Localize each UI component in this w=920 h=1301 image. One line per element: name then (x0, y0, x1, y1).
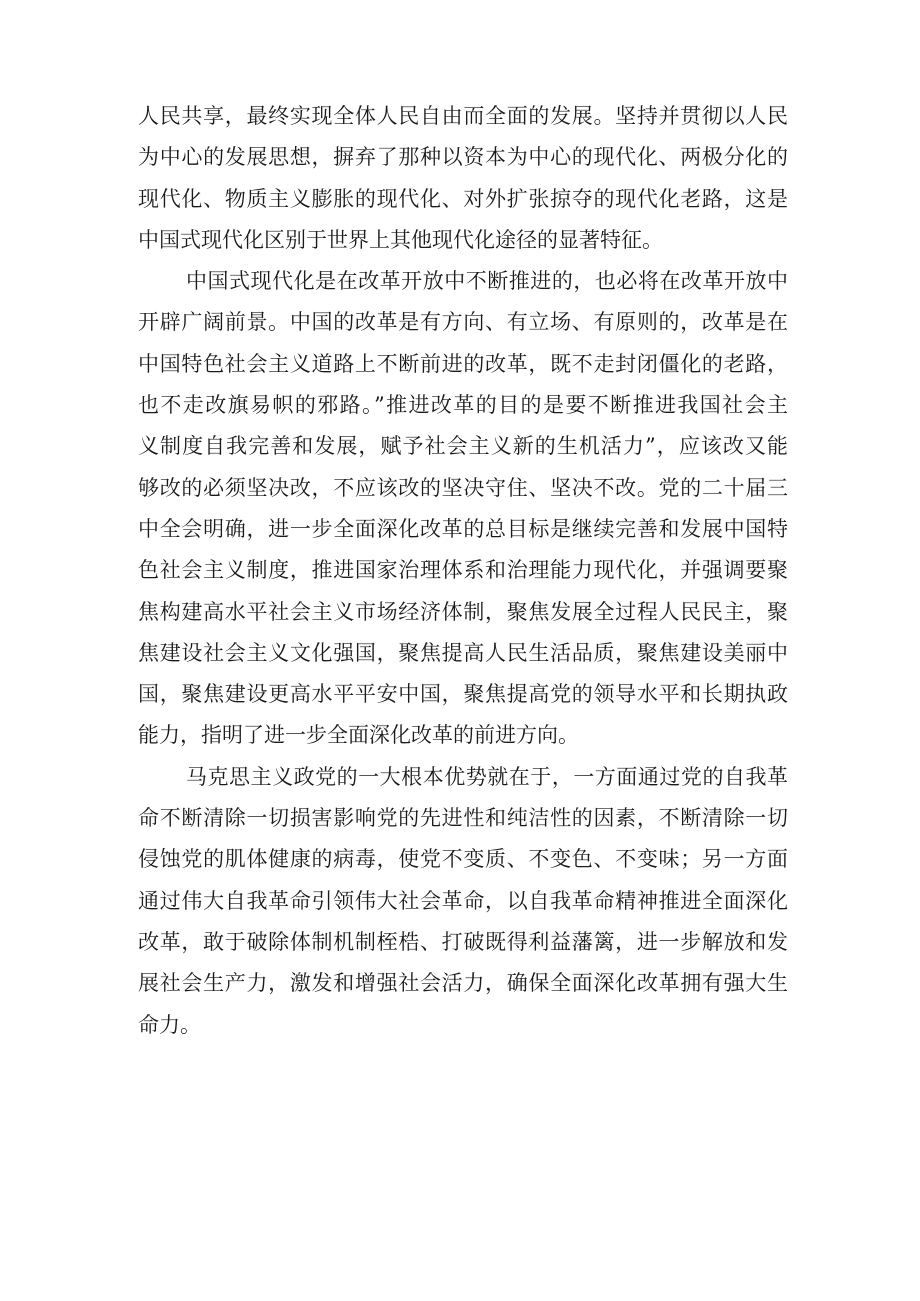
text-line: 命不断清除一切损害影响党的先进性和纯洁性的因素，不断清除一切 (138, 806, 788, 831)
paragraph-2 (138, 261, 788, 757)
text-line: 人民共享，最终实现全体人民自由而全面的发展。坚持并贯彻以人民 (138, 104, 788, 128)
text-line: 中国特色社会主义道路上不断前进的改革，既不走封闭僵化的老路， (138, 351, 788, 376)
text-line: 焦建设社会主义文化强国，聚焦提高人民生活品质，聚焦建设美丽中 (138, 640, 788, 665)
text-line: 中国式现代化区别于世界上其他现代化途径的显著特征。 (138, 227, 663, 252)
text-line: 展社会生产力，激发和增强社会活力，确保全面深化改革拥有强大生 (138, 971, 788, 996)
text-line: 也不走改旗易帜的邪路。”推进改革的目的是要不断推进我国社会主 (138, 393, 788, 418)
text-line: 中国式现代化是在改革开放中不断推进的，也必将在改革开放中 (186, 269, 788, 294)
document-body (138, 96, 788, 1046)
text-line: 命力。 (138, 1012, 201, 1037)
text-line: 义制度自我完善和发展，赋予社会主义新的生机活力”，应该改又能 (138, 434, 788, 459)
text-line: 通过伟大自我革命引领伟大社会革命，以自我革命精神推进全面深化 (138, 888, 788, 913)
text-line: 侵蚀党的肌体健康的病毒，使党不变质、不变色、不变味；另一方面 (138, 847, 788, 872)
text-line: 焦构建高水平社会主义市场经济体制，聚焦发展全过程人民民主，聚 (138, 599, 788, 624)
text-line: 色社会主义制度，推进国家治理体系和治理能力现代化，并强调要聚 (138, 558, 788, 583)
text-line: 中全会明确，进一步全面深化改革的总目标是继续完善和发展中国特 (138, 516, 788, 541)
text-line: 开辟广阔前景。中国的改革是有方向、有立场、有原则的，改革是在 (138, 310, 788, 335)
text-line: 马克思主义政党的一大根本优势就在于，一方面通过党的自我革 (186, 764, 788, 789)
text-line: 现代化、物质主义膨胀的现代化、对外扩张掠夺的现代化老路，这是 (138, 186, 788, 211)
text-line: 能力，指明了进一步全面深化改革的前进方向。 (138, 723, 579, 748)
text-line: 改革，敢于破除体制机制桎梏、打破既得利益藩篱，进一步解放和发 (138, 929, 788, 954)
text-line: 国，聚焦建设更高水平平安中国，聚焦提高党的领导水平和长期执政 (138, 682, 788, 707)
paragraph-1 (138, 96, 788, 261)
text-line: 为中心的发展思想，摒弃了那种以资本为中心的现代化、两极分化的 (138, 145, 788, 170)
text-line: 够改的必须坚决改，不应该改的坚决守住、坚决不改。党的二十届三 (138, 475, 788, 500)
paragraph-3 (138, 757, 788, 1046)
